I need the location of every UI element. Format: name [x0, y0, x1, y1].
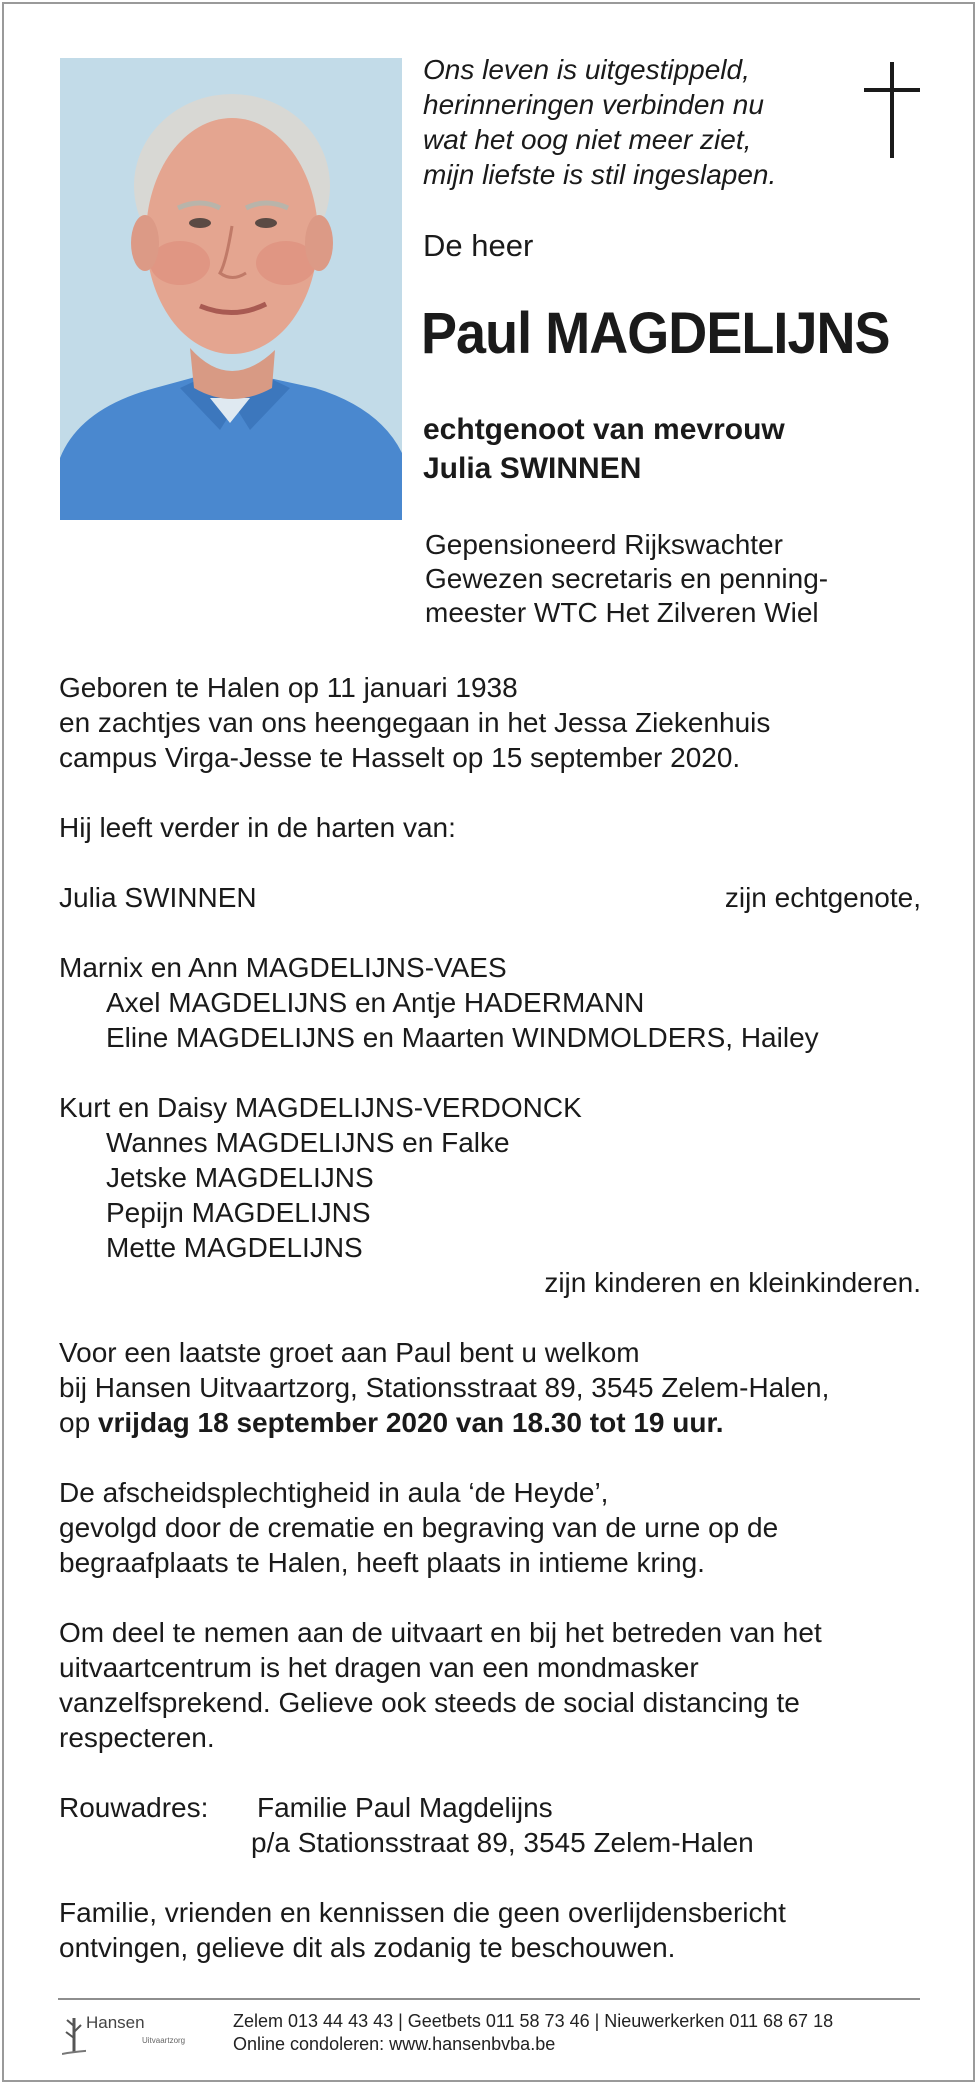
- family-member: Axel MAGDELIJNS en Antje HADERMANN: [106, 987, 645, 1018]
- latin-cross-icon: [864, 62, 920, 158]
- rouwadres: [59, 1790, 921, 1860]
- ceremony-line: De afscheidsplechtigheid in aula ‘de Heyde’,: [59, 1477, 609, 1508]
- tree-logo-icon: [62, 2012, 86, 2056]
- death-line: campus Virga-Jesse te Hasselt op 15 september 2020.: [59, 742, 741, 773]
- logo-name: Hansen: [86, 2013, 145, 2032]
- salutation: De heer: [423, 228, 534, 263]
- footer-contact: [233, 2010, 833, 2056]
- footer-divider: [58, 1998, 920, 2000]
- logo-sub: Uitvaartzorg: [142, 2036, 186, 2045]
- title-line: Gewezen secretaris en penning-: [425, 563, 829, 594]
- footer-phones: Zelem 013 44 43 43 | Geetbets 011 58 73 46 | Nieuwerkerken 011 68 67 18: [233, 2011, 834, 2031]
- covid-line: uitvaartcentrum is het dragen van een mondmasker: [59, 1652, 699, 1683]
- hansen-logo: [62, 2012, 202, 2058]
- survived-intro: Hij leeft verder in de harten van:: [59, 812, 456, 843]
- birth-line: Geboren te Halen op 11 januari 1938: [59, 672, 518, 703]
- ceremony-line: begraafplaats te Halen, heeft plaats in intieme kring.: [59, 1547, 705, 1578]
- covid-line: vanzelfsprekend. Gelieve ook steeds de social distancing te: [59, 1687, 800, 1718]
- visitation-prefix: op: [59, 1407, 98, 1438]
- ceremony-line: gevolgd door de crematie en begraving van de urne op de: [59, 1512, 779, 1543]
- rouwadres-line: p/a Stationsstraat 89, 3545 Zelem-Halen: [251, 1827, 754, 1858]
- poem-line: wat het oog niet meer ziet,: [423, 124, 752, 155]
- deceased-name: Paul MAGDELIJNS: [421, 301, 890, 366]
- poem-line: Ons leven is uitgestippeld,: [423, 54, 750, 85]
- spouse-name: Julia SWINNEN: [423, 452, 642, 485]
- closing-line: Familie, vrienden en kennissen die geen overlijdensbericht: [59, 1897, 786, 1928]
- footer-website: Online condoleren: www.hansenbvba.be: [233, 2034, 556, 2054]
- family-member: Mette MAGDELIJNS: [106, 1232, 363, 1263]
- death-line: en zachtjes van ons heengegaan in het Jessa Ziekenhuis: [59, 707, 771, 738]
- family-head: Marnix en Ann MAGDELIJNS-VAES: [59, 952, 507, 983]
- children-relation: zijn kinderen en kleinkinderen.: [544, 1267, 921, 1298]
- family-member: Jetske MAGDELIJNS: [106, 1162, 374, 1193]
- visitation-datetime: vrijdag 18 september 2020 van 18.30 tot 19 uur.: [97, 1407, 724, 1438]
- poem: [423, 52, 776, 192]
- covid-line: respecteren.: [59, 1722, 215, 1753]
- rouwadres-label: Rouwadres:: [59, 1792, 209, 1823]
- spouse-block: [423, 410, 785, 488]
- family-member: Eline MAGDELIJNS en Maarten WINDMOLDERS, Hailey: [106, 1022, 819, 1053]
- family-head: Kurt en Daisy MAGDELIJNS-VERDONCK: [59, 1092, 582, 1123]
- spouse-row-relation: zijn echtgenote,: [724, 882, 921, 913]
- family-member: Pepijn MAGDELIJNS: [106, 1197, 371, 1228]
- portrait-photo: [60, 58, 402, 520]
- visitation-line: Voor een laatste groet aan Paul bent u welkom: [59, 1337, 640, 1368]
- titles-block: [425, 528, 828, 630]
- spouse-row-name: Julia SWINNEN: [59, 882, 257, 913]
- visitation-line: [59, 1405, 921, 1440]
- poem-line: mijn liefste is stil ingeslapen.: [423, 159, 777, 190]
- poem-line: herinneringen verbinden nu: [423, 89, 764, 120]
- closing-line: ontvingen, gelieve dit als zodanig te beschouwen.: [59, 1932, 676, 1963]
- spouse-row: [59, 880, 921, 915]
- visitation-line: bij Hansen Uitvaartzorg, Stationsstraat 89, 3545 Zelem-Halen,: [59, 1372, 830, 1403]
- family-member: Wannes MAGDELIJNS en Falke: [106, 1127, 510, 1158]
- rouwadres-line: Familie Paul Magdelijns: [257, 1792, 553, 1823]
- title-line: Gepensioneerd Rijkswachter: [425, 529, 783, 560]
- announcement-body: [59, 670, 921, 1965]
- covid-line: Om deel te nemen aan de uitvaart en bij het betreden van het: [59, 1617, 822, 1648]
- spouse-line: echtgenoot van mevrouw: [423, 413, 785, 446]
- title-line: meester WTC Het Zilveren Wiel: [425, 597, 819, 628]
